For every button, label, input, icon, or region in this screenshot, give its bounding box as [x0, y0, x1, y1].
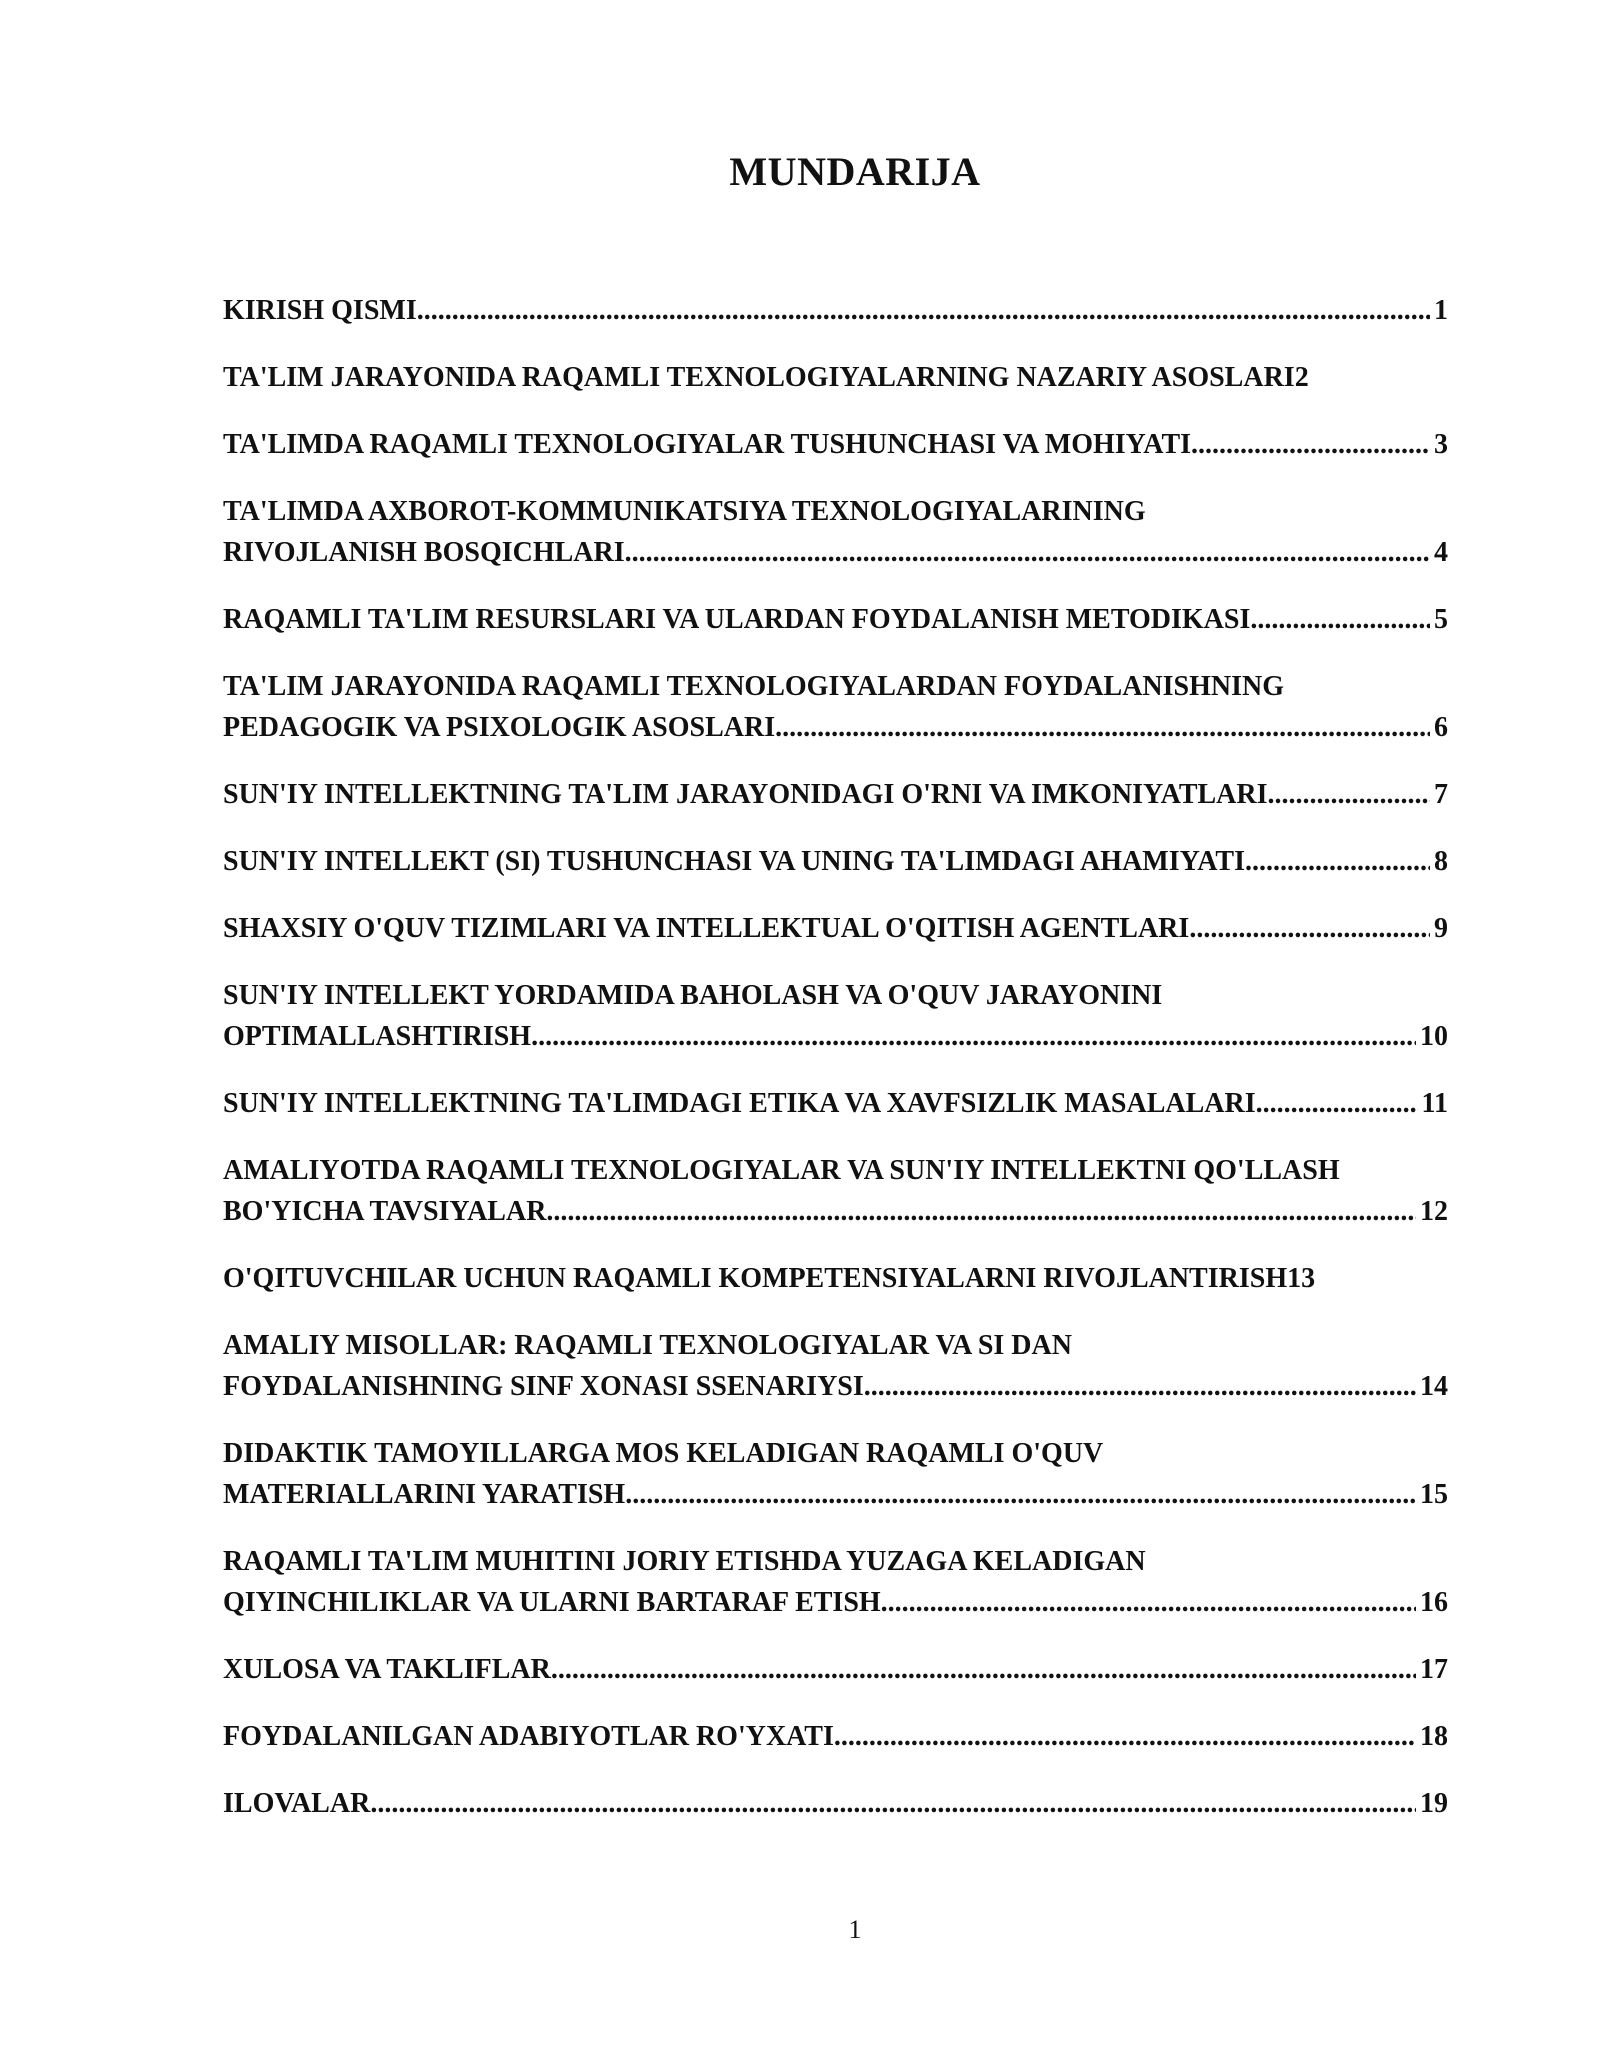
toc-entry-title-line: DIDAKTIK TAMOYILLARGA MOS KELADIGAN RAQAMLI O'QUV — [223, 1438, 1104, 1469]
toc-entry-row — [223, 1191, 1448, 1232]
toc-entry-row — [223, 1649, 1448, 1690]
toc-entry[interactable] — [223, 666, 1448, 748]
toc-dot-leader — [834, 1716, 1416, 1757]
toc-entry-title: MATERIALLARINI YARATISH — [223, 1479, 626, 1510]
toc-entry-title: FOYDALANILGAN ADABIYOTLAR RO'YXATI — [223, 1721, 834, 1752]
toc-entry-row — [223, 774, 1448, 815]
toc-page-number: 13 — [1287, 1263, 1316, 1294]
toc-entry-title-line: SUN'IY INTELLEKT YORDAMIDA BAHOLASH VA O'QUV JARAYONINI — [223, 980, 1163, 1011]
page-title: MUNDARIJA — [729, 149, 981, 194]
toc-page-number: 5 — [1434, 604, 1448, 635]
toc-page-number: 6 — [1434, 712, 1448, 743]
toc-page-number: 19 — [1420, 1788, 1448, 1819]
toc-entry-row — [223, 290, 1448, 331]
toc-page-number: 7 — [1434, 779, 1448, 810]
toc-page-number: 14 — [1420, 1371, 1448, 1402]
toc-entry[interactable] — [223, 1325, 1448, 1407]
toc-dot-leader — [1256, 1083, 1418, 1124]
table-of-contents — [223, 290, 1448, 1850]
toc-entry-row — [223, 707, 1448, 748]
toc-dot-leader — [1245, 841, 1430, 882]
toc-entry[interactable] — [223, 1783, 1448, 1824]
toc-entry-title: FOYDALANISHNING SINF XONASI SSENARIYSI — [223, 1371, 864, 1402]
toc-entry[interactable] — [223, 1083, 1448, 1124]
toc-entry-title: BO'YICHA TAVSIYALAR — [223, 1196, 547, 1227]
toc-entry[interactable] — [223, 599, 1448, 640]
toc-entry-title: QIYINCHILIKLAR VA ULARNI BARTARAF ETISH — [223, 1587, 881, 1618]
toc-entry-row — [223, 424, 1448, 465]
toc-page-number: 2 — [1294, 362, 1309, 393]
toc-entry[interactable] — [223, 908, 1448, 949]
toc-page-number: 4 — [1434, 537, 1448, 568]
toc-entry-title-line: TA'LIMDA AXBOROT-KOMMUNIKATSIYA TEXNOLOGIYALARINING — [223, 496, 1146, 527]
toc-dot-leader — [1189, 908, 1430, 949]
toc-entry[interactable] — [223, 1258, 1448, 1299]
toc-entry-row — [223, 1474, 1448, 1515]
toc-entry[interactable] — [223, 1541, 1448, 1623]
page-number: 1 — [848, 1915, 862, 1944]
toc-dot-leader — [1191, 424, 1430, 465]
toc-entry-title: SUN'IY INTELLEKT (SI) TUSHUNCHASI VA UNING TA'LIMDAGI AHAMIYATI — [223, 846, 1245, 877]
toc-entry-title: RAQAMLI TA'LIM RESURSLARI VA ULARDAN FOYDALANISH METODIKASI — [223, 604, 1251, 635]
toc-dot-leader — [775, 707, 1430, 748]
toc-dot-leader — [625, 532, 1430, 573]
toc-entry-title: ILOVALAR — [223, 1788, 371, 1819]
toc-entry-row — [223, 1016, 1448, 1057]
toc-page-number: 3 — [1434, 429, 1448, 460]
toc-entry-title: SHAXSIY O'QUV TIZIMLARI VA INTELLEKTUAL O'QITISH AGENTLARI — [223, 913, 1190, 944]
toc-entry-row — [223, 1783, 1448, 1824]
toc-entry[interactable] — [223, 290, 1448, 331]
toc-dot-leader — [1250, 599, 1430, 640]
toc-entry-title: RIVOJLANISH BOSQICHLARI — [223, 537, 625, 568]
toc-entry[interactable] — [223, 975, 1448, 1057]
toc-entry-row — [223, 599, 1448, 640]
toc-dot-leader — [625, 1474, 1416, 1515]
toc-entry[interactable] — [223, 491, 1448, 573]
toc-page-number: 16 — [1420, 1587, 1448, 1618]
toc-entry-row — [223, 1258, 1448, 1299]
toc-dot-leader — [531, 1016, 1416, 1057]
toc-entry-row — [223, 908, 1448, 949]
toc-entry[interactable] — [223, 1649, 1448, 1690]
toc-entry-title: SUN'IY INTELLEKTNING TA'LIMDAGI ETIKA VA XAVFSIZLIK MASALALARI — [223, 1088, 1256, 1119]
toc-entry-title-line: AMALIYOTDA RAQAMLI TEXNOLOGIYALAR VA SUN'IY INTELLEKTNI QO'LLASH — [223, 1155, 1340, 1186]
toc-page-number: 8 — [1434, 846, 1448, 877]
toc-entry-title: XULOSA VA TAKLIFLAR — [223, 1654, 551, 1685]
toc-entry-title: O'QITUVCHILAR UCHUN RAQAMLI KOMPETENSIYALARNI RIVOJLANTIRISH — [223, 1263, 1288, 1294]
toc-page-number: 12 — [1420, 1196, 1448, 1227]
toc-entry-title: KIRISH QISMI — [223, 295, 417, 326]
toc-page-number: 1 — [1434, 295, 1448, 326]
toc-entry[interactable] — [223, 1433, 1448, 1515]
toc-entry-title: SUN'IY INTELLEKTNING TA'LIM JARAYONIDAGI O'RNI VA IMKONIYATLARI — [223, 779, 1268, 810]
toc-entry-row — [223, 1083, 1448, 1124]
toc-entry[interactable] — [223, 357, 1448, 398]
toc-dot-leader — [551, 1649, 1416, 1690]
toc-page-number: 15 — [1420, 1479, 1448, 1510]
toc-page-number: 11 — [1421, 1088, 1448, 1119]
toc-entry-title-line: TA'LIM JARAYONIDA RAQAMLI TEXNOLOGIYALARDAN FOYDALANISHNING — [223, 671, 1285, 702]
toc-dot-leader — [546, 1191, 1416, 1232]
toc-entry-row — [223, 1716, 1448, 1757]
toc-entry-row — [223, 532, 1448, 573]
toc-entry-row — [223, 1366, 1448, 1407]
toc-dot-leader — [864, 1366, 1416, 1407]
toc-page-number: 10 — [1420, 1021, 1448, 1052]
toc-entry[interactable] — [223, 1716, 1448, 1757]
toc-entry-title: TA'LIMDA RAQAMLI TEXNOLOGIYALAR TUSHUNCHASI VA MOHIYATI — [223, 429, 1192, 460]
toc-entry[interactable] — [223, 841, 1448, 882]
toc-entry-title-line: AMALIY MISOLLAR: RAQAMLI TEXNOLOGIYALAR VA SI DAN — [223, 1330, 1072, 1361]
toc-page-number: 9 — [1434, 913, 1448, 944]
toc-entry[interactable] — [223, 774, 1448, 815]
toc-page-number: 18 — [1420, 1721, 1448, 1752]
toc-dot-leader — [881, 1582, 1416, 1623]
toc-entry-title-line: RAQAMLI TA'LIM MUHITINI JORIY ETISHDA YUZAGA KELADIGAN — [223, 1546, 1146, 1577]
toc-entry-row — [223, 357, 1448, 398]
toc-dot-leader — [370, 1783, 1416, 1824]
toc-entry-row — [223, 841, 1448, 882]
toc-entry-title: TA'LIM JARAYONIDA RAQAMLI TEXNOLOGIYALARNING NAZARIY ASOSLARI — [223, 362, 1295, 393]
toc-entry-title: PEDAGOGIK VA PSIXOLOGIK ASOSLARI — [223, 712, 776, 743]
toc-entry-row — [223, 1582, 1448, 1623]
toc-entry[interactable] — [223, 424, 1448, 465]
toc-page-number: 17 — [1420, 1654, 1448, 1685]
toc-entry[interactable] — [223, 1150, 1448, 1232]
toc-dot-leader — [417, 290, 1430, 331]
toc-dot-leader — [1268, 774, 1430, 815]
toc-entry-title: OPTIMALLASHTIRISH — [223, 1021, 532, 1052]
